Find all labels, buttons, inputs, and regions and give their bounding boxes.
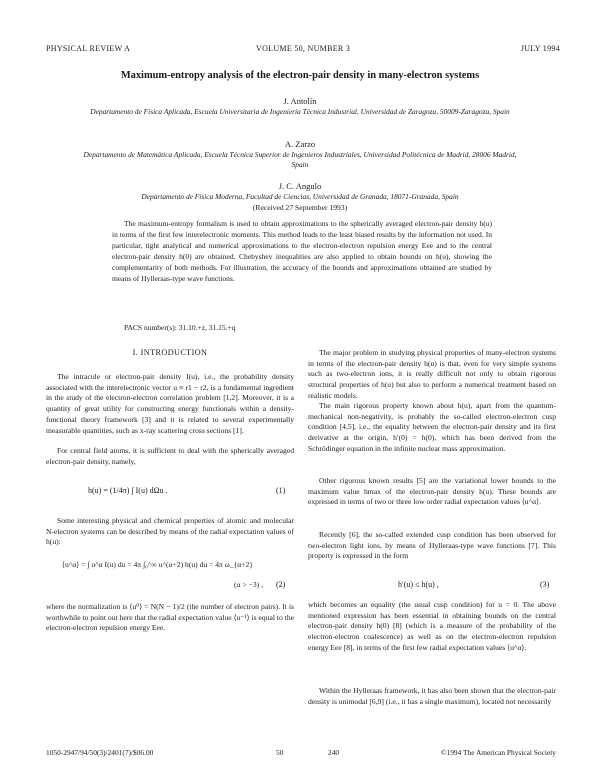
footer-volume: 50 bbox=[276, 748, 284, 757]
volume-number: VOLUME 50, NUMBER 3 bbox=[256, 44, 351, 53]
equation-number: (1) bbox=[276, 486, 286, 495]
equation-2: ⟨u^α⟩ = ∫ u^α I(u) du = 4π ∫₀^∞ u^(α+2) h(u) du = 4π ω_{α+2} bbox=[62, 560, 253, 569]
issue-date: JULY 1994 bbox=[520, 44, 560, 53]
paragraph: Other rigorous known results [5] are the variational lower bounds to the maximum value hmax of the electron-pair density h(u). These bounds are expressed in terms of two or three low order radial expectation values ⟨u^α⟩. bbox=[308, 476, 556, 507]
equation-number: (2) bbox=[276, 580, 286, 589]
pacs-numbers: PACS number(s): 31.10.+z, 31.15.+q bbox=[124, 323, 236, 332]
equation-number: (3) bbox=[540, 580, 550, 589]
copyright: ©1994 The American Physical Society bbox=[440, 748, 556, 757]
equation-condition: (α > −3) , bbox=[234, 580, 263, 589]
left-column-paragraph bbox=[46, 602, 294, 634]
author-affiliation: Departamento de Física Aplicada, Escuela Universitaria de Ingeniería Técnica Industrial, Universidad de Zaragoza, 50009-Zaragoza, Spain bbox=[90, 107, 510, 116]
author-affiliation: Departamento de Matemática Aplicada, Escuela Técnica Superior de Ingenieros Industriales, Universidad Politécnica de Madrid, 28006 Madrid, Spain bbox=[83, 150, 517, 170]
equation-3: h′(u) ≤ h(u) , bbox=[398, 580, 439, 589]
left-column-paragraph bbox=[46, 372, 294, 436]
page-number: 240 bbox=[328, 748, 340, 757]
abstract: The maximum-entropy formalism is used to obtain approximations to the spherically averaged electron-pair density h(u) in terms of the first few interelectronic moments. This method leads to the least biased results by the information not used. In particular, tight analytical and numerical approximations to the electron-electron repulsion energy Eee and to the central electron-pair density h(0) are obtained. Chebyshev inequalities are also applied to obtain bounds on h(u), showing the complementarity of both methods. For illustration, the accuracy of the bounds and approximations obtained are studied by means of Hylleraas-type wave functions. bbox=[112, 219, 492, 283]
paragraph: For central field atoms, it is sufficient to deal with the spherically averaged electron-pair density, namely, bbox=[46, 446, 294, 466]
paragraph: Within the Hylleraas framework, it has also been shown that the electron-pair density is unimodal [6,9] (i.e., it has a single maximum), located not necessarily bbox=[308, 686, 556, 706]
paragraph: The intracule or electron-pair density I(u), i.e., the probability density associated with the interelectronic vector u ≡ r1 − r2, is a fundamental ingredient in the study of the electron-electron correlation problem [1,2]. Moreover, it is a quantity of great utility for constructing energy functionals within a density-functional theory framework [3] and it is related to several experimentally measurable quantities, such as x-ray scattering cross sections [1]. bbox=[46, 372, 294, 435]
author-name: J. Antolín bbox=[283, 96, 317, 106]
right-column-paragraph bbox=[308, 348, 556, 402]
footer-code: 1050-2947/94/50(3)/2401(7)/$06.00 bbox=[46, 748, 154, 757]
article-title: Maximum-entropy analysis of the electron-pair density in many-electron systems bbox=[120, 70, 480, 81]
author-affiliation: Departamento de Física Moderna, Facultad de Ciencias, Universidad de Granada, 18071-Granada, Spain bbox=[141, 192, 459, 201]
right-column-paragraph bbox=[308, 686, 556, 707]
journal-name: PHYSICAL REVIEW A bbox=[46, 44, 131, 53]
right-column-paragraph bbox=[308, 401, 556, 455]
paragraph: The major problem in studying physical properties of many-electron systems in terms of the electron-pair density h(u) is that, even for very simple systems such as two-electron ions, it is really difficult not only to obtain rigorous structural properties of h(u) but also to perform a numerical treatment based on realistic models. bbox=[308, 348, 556, 400]
paragraph: Recently [6], the so-called extended cusp condition has been observed for two-electron light ions, by means of Hylleraas-type wave functions [7]. This property is expressed in the form bbox=[308, 530, 556, 561]
paragraph: The main rigorous property known about h(u), apart from the quantum-mechanical non-negativity, is probably the so-called electron-electron cusp condition [4,5], i.e., the equality between the electron-pair density and its first derivative at the origin, h′(0) = h(0), which has been derived from the Schrödinger equation in the infinite nuclear mass approximation. bbox=[308, 401, 556, 453]
author-name: J. C. Angulo bbox=[278, 181, 322, 191]
left-column-paragraph bbox=[46, 516, 294, 548]
author-name: A. Zarzo bbox=[284, 139, 316, 149]
equation-1: h(u) = (1/4π) ∫ I(u) dΩu . bbox=[88, 486, 168, 495]
paragraph: which becomes an equality (the usual cusp condition) for u = 0. The above mentioned expression has been essential in obtaining bounds on the central electron-pair density h(0) [8] (which is a measure of the probability of the electron-electron coalescence) as well as on the electron-electron repulsion energy Eee [8], in terms of the first few radial expectation values ⟨u^α⟩. bbox=[308, 600, 556, 652]
paragraph: Some interesting physical and chemical properties of atomic and molecular N-electron systems can be described by means of the radial expectation values of h(u): bbox=[46, 516, 294, 547]
right-column-paragraph bbox=[308, 530, 556, 562]
right-column-paragraph bbox=[308, 476, 556, 508]
right-column-paragraph bbox=[308, 600, 556, 654]
left-column-paragraph bbox=[46, 446, 294, 467]
received-date: (Received 27 September 1993) bbox=[252, 203, 348, 212]
section-heading: I. INTRODUCTION bbox=[132, 348, 208, 357]
paragraph: where the normalization is ⟨u⁰⟩ = N(N − 1)/2 (the number of electron pairs). It is worthwhile to point out here that the radial expectation value ⟨u⁻¹⟩ is equal to the electron-electron repulsion energy Eee. bbox=[46, 602, 294, 633]
